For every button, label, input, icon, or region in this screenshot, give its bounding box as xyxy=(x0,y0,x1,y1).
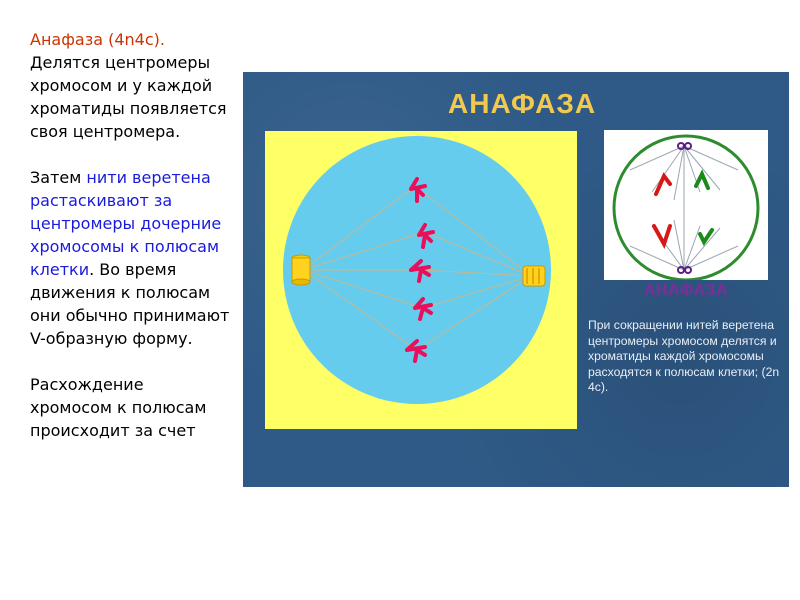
description-paragraph-2 xyxy=(30,166,230,350)
centriole-left xyxy=(292,255,310,285)
inset-cell xyxy=(604,130,768,280)
paragraph-2-end: . Во время движения к полюсам они обычно принимают V-образную форму. xyxy=(30,260,230,348)
description-text xyxy=(30,28,230,442)
description-paragraph-3: Расхождение хромосом к полюсам происходит за счет xyxy=(30,375,207,440)
inset-label: АНАФАЗА xyxy=(643,282,729,299)
slide-title: АНАФАЗА xyxy=(448,88,597,119)
inset-diagram xyxy=(604,130,768,306)
anaphase-cell-diagram xyxy=(265,131,577,429)
paragraph-2-highlight: нити веретена растаскивают за центромеры дочерние хромосомы к полюсам клетки xyxy=(30,168,222,279)
description-title: Анафаза (4n4c). xyxy=(30,30,165,49)
paragraph-2-start: Затем xyxy=(30,168,87,187)
description-paragraph-1: Делятся центромеры хромосом и у каждой хроматиды появляется своя центромера. xyxy=(30,53,227,141)
centriole-right xyxy=(523,266,545,286)
slide-caption: При сокращении нитей веретена центромеры хромосом делятся и хроматиды каждой хромосомы расходятся к полюсам клетки; (2n 4c). xyxy=(588,318,780,394)
